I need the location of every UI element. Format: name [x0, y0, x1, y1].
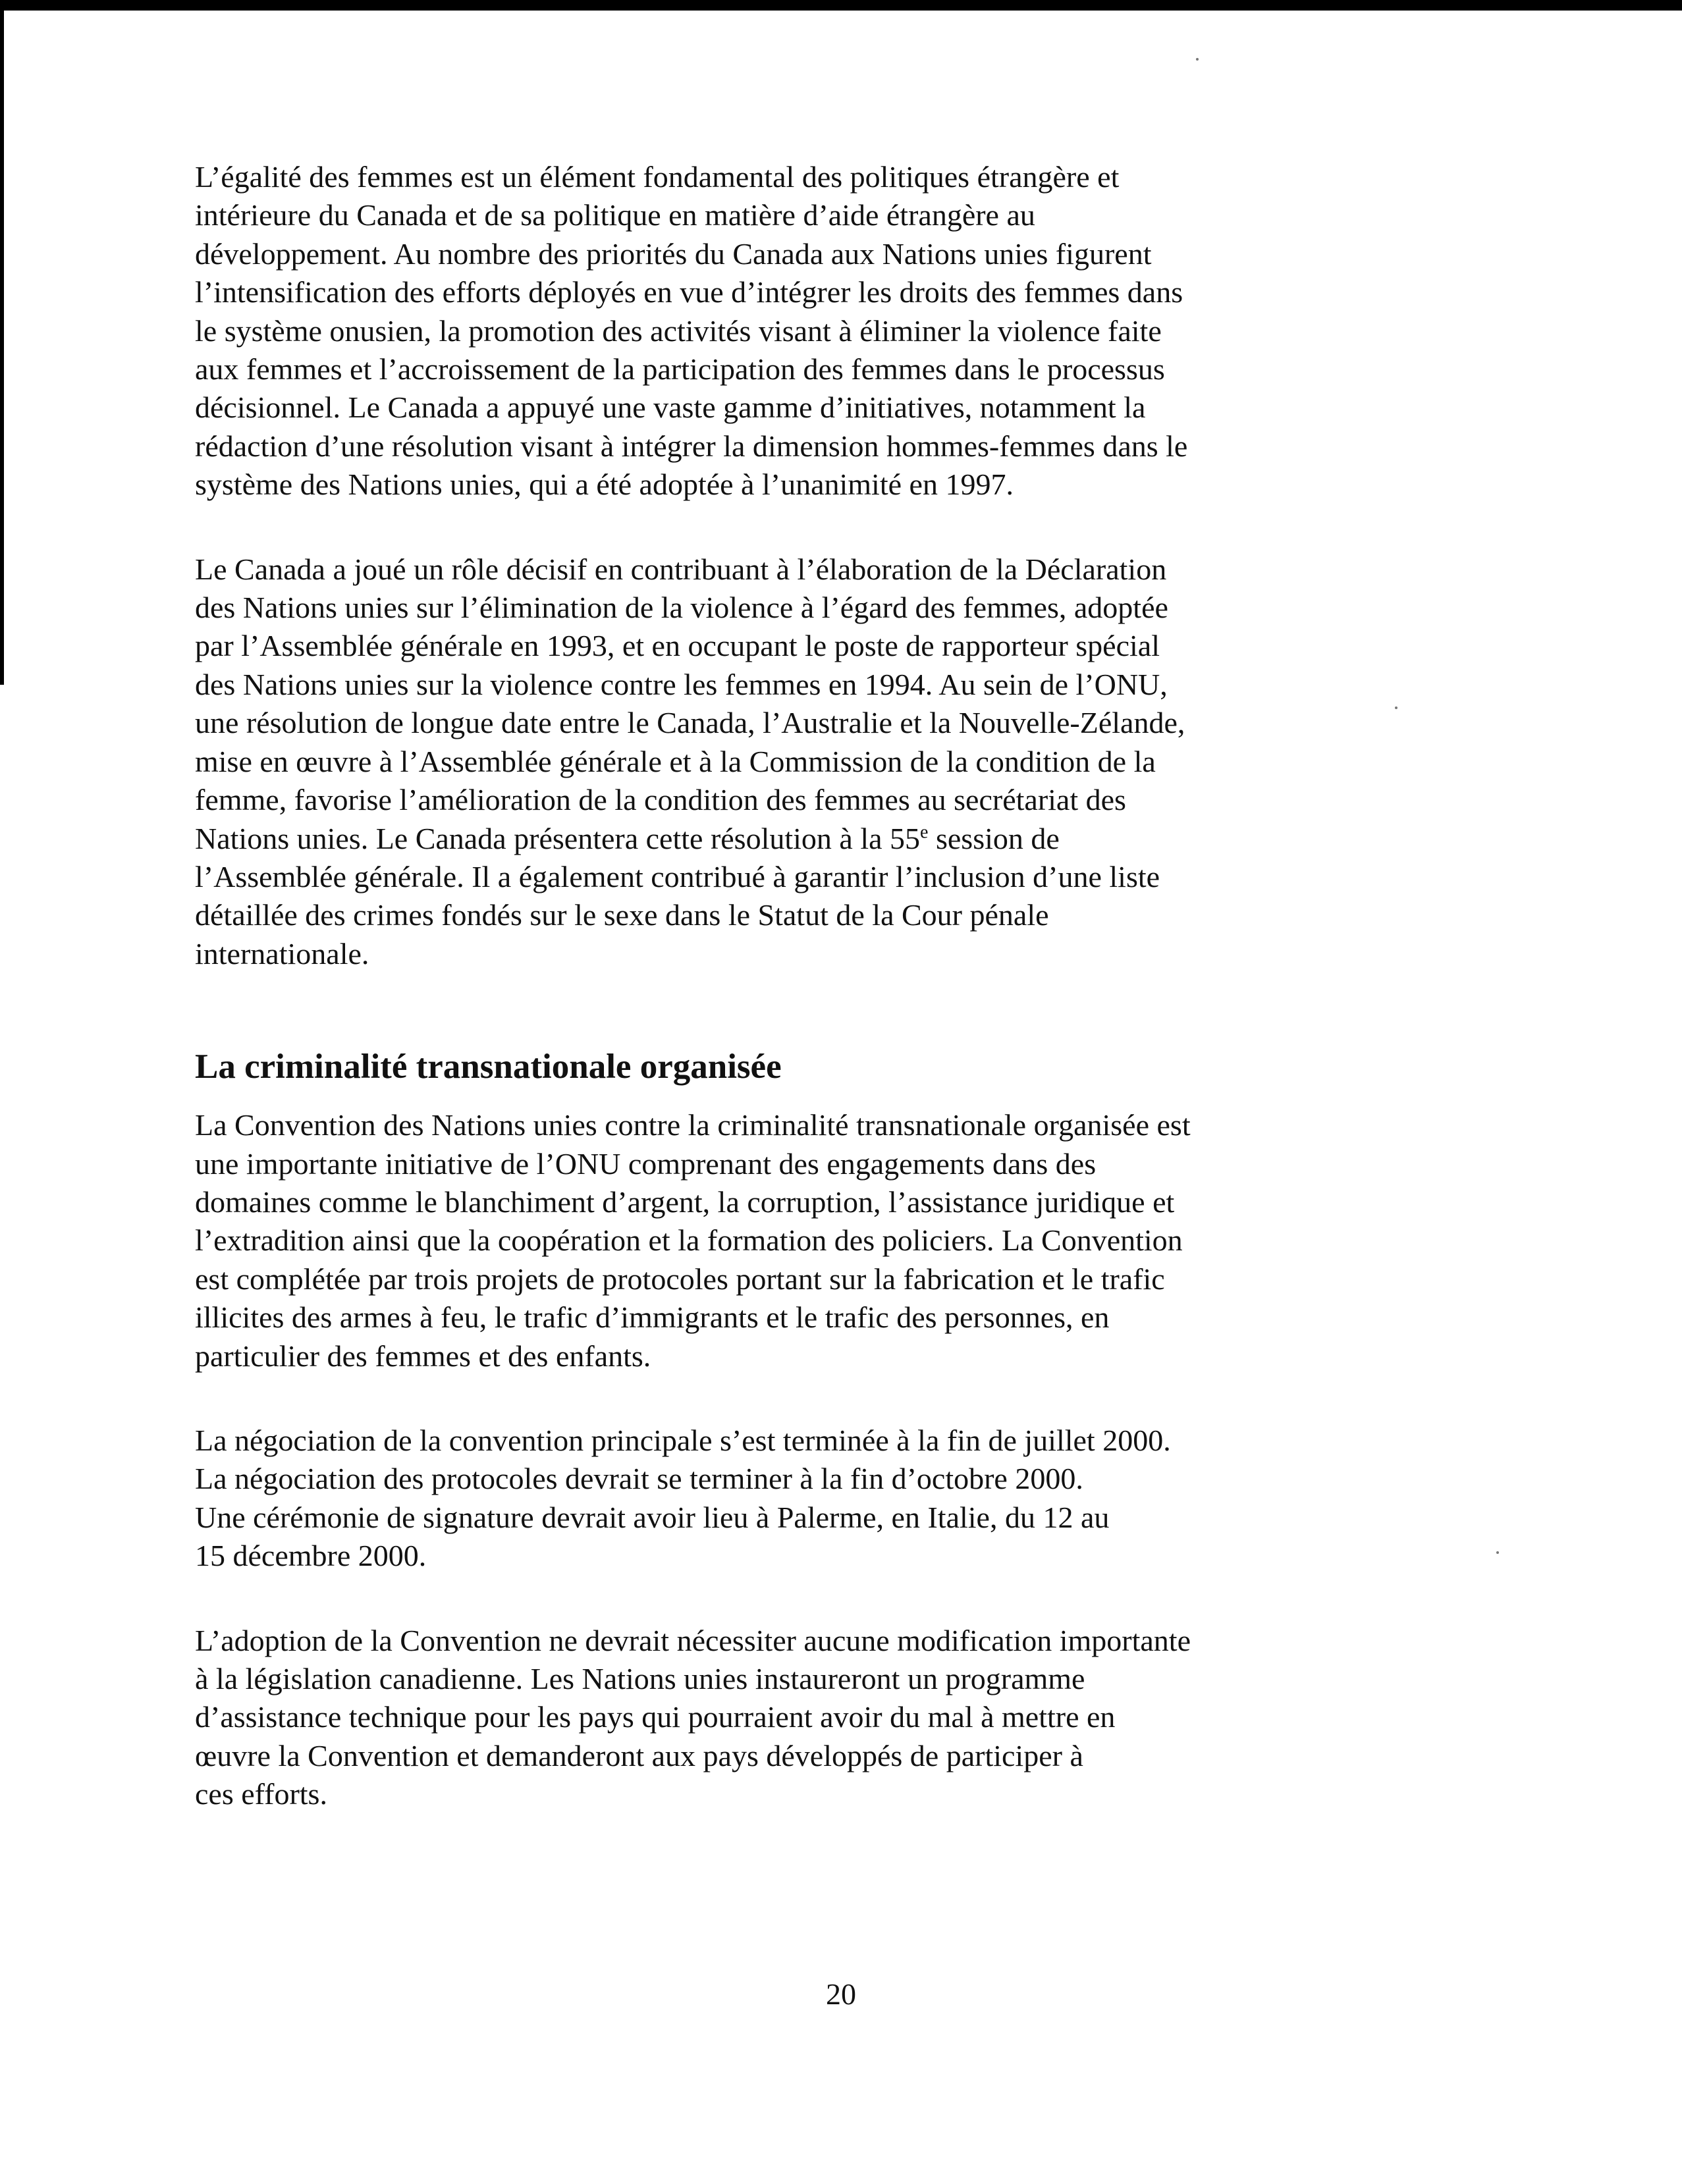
- text-line: [195, 822, 1060, 855]
- womens-equality-paragraph: [195, 158, 1506, 504]
- page-number: 20: [826, 1977, 856, 2011]
- text-line: 15 décembre 2000.: [195, 1539, 427, 1573]
- text-line: l’intensification des efforts déployés en vue d’intégrer les droits des femmes dans: [195, 275, 1183, 309]
- scan-border-top: [0, 0, 1682, 11]
- negotiation-paragraph: [195, 1422, 1506, 1576]
- text-line: Le Canada a joué un rôle décisif en contribuant à l’élaboration de la Déclaration: [195, 552, 1167, 586]
- text-line: détaillée des crimes fondés sur le sexe dans le Statut de la Cour pénale: [195, 898, 1049, 932]
- text-line: d’assistance technique pour les pays qui pourraient avoir du mal à mettre en: [195, 1700, 1116, 1734]
- text-line: l’extradition ainsi que la coopération et la formation des policiers. La Convention: [195, 1223, 1183, 1258]
- text-line: à la législation canadienne. Les Nations unies instaureront un programme: [195, 1662, 1085, 1695]
- text-line: des Nations unies sur l’élimination de la violence à l’égard des femmes, adoptée: [195, 591, 1168, 625]
- text-line: décisionnel. Le Canada a appuyé une vaste gamme d’initiatives, notamment la: [195, 390, 1146, 425]
- adoption-paragraph: [195, 1622, 1506, 1814]
- text-line: La Convention des Nations unies contre la criminalité transnationale organisée est: [195, 1108, 1191, 1142]
- scan-border-left: [0, 0, 4, 685]
- text-line: L’adoption de la Convention ne devrait nécessiter aucune modification importante: [195, 1623, 1191, 1657]
- text-line: par l’Assemblée générale en 1993, et en occupant le poste de rapporteur spécial: [195, 629, 1160, 663]
- text-line: aux femmes et l’accroissement de la participation des femmes dans le processus: [195, 352, 1165, 386]
- text-line: ces efforts.: [195, 1777, 327, 1811]
- text-line: intérieure du Canada et de sa politique en matière d’aide étrangère au: [195, 198, 1035, 232]
- text-line: particulier des femmes et des enfants.: [195, 1339, 651, 1373]
- text-line: une résolution de longue date entre le Canada, l’Australie et la Nouvelle-Zélande,: [195, 706, 1185, 740]
- text-line: le système onusien, la promotion des activités visant à éliminer la violence faite: [195, 313, 1162, 348]
- declaration-paragraph: [195, 550, 1506, 973]
- text-line: mise en œuvre à l’Assemblée générale et à la Commission de la condition de la: [195, 744, 1156, 778]
- text-line: des Nations unies sur la violence contre les femmes en 1994. Au sein de l’ONU,: [195, 667, 1168, 701]
- text-line: système des Nations unies, qui a été adoptée à l’unanimité en 1997.: [195, 467, 1014, 502]
- scan-speck: [1196, 58, 1199, 61]
- text-line: La négociation de la convention principale s’est terminée à la fin de juillet 2000.: [195, 1423, 1171, 1457]
- text-segment: Nations unies. Le Canada présentera cette résolution à la 55: [195, 821, 921, 855]
- text-line: femme, favorise l’amélioration de la condition des femmes au secrétariat des: [195, 783, 1126, 817]
- text-line: rédaction d’une résolution visant à intégrer la dimension hommes-femmes dans le: [195, 429, 1188, 463]
- text-line: L’égalité des femmes est un élément fondamental des politiques étrangère et: [195, 160, 1120, 194]
- text-segment: session de: [928, 821, 1060, 855]
- text-line: est complétée par trois projets de protocoles portant sur la fabrication et le trafic: [195, 1262, 1165, 1296]
- superscript-e: e: [920, 822, 929, 843]
- text-line: œuvre la Convention et demanderont aux pays développés de participer à: [195, 1738, 1083, 1772]
- text-line: une importante initiative de l’ONU comprenant des engagements dans des: [195, 1146, 1097, 1181]
- text-line: illicites des armes à feu, le trafic d’immigrants et le trafic des personnes, en: [195, 1300, 1110, 1335]
- text-line: développement. Au nombre des priorités du Canada aux Nations unies figurent: [195, 236, 1152, 271]
- section-heading: La criminalité transnationale organisée: [195, 1048, 782, 1086]
- text-line: Une cérémonie de signature devrait avoir lieu à Palerme, en Italie, du 12 au: [195, 1500, 1110, 1534]
- text-line: internationale.: [195, 936, 369, 971]
- text-line: domaines comme le blanchiment d’argent, la corruption, l’assistance juridique et: [195, 1185, 1175, 1219]
- convention-paragraph: [195, 1106, 1506, 1375]
- page-body: [195, 158, 1506, 1814]
- text-line: l’Assemblée générale. Il a également contribué à garantir l’inclusion d’une liste: [195, 859, 1160, 893]
- text-line: La négociation des protocoles devrait se terminer à la fin d’octobre 2000.: [195, 1462, 1083, 1496]
